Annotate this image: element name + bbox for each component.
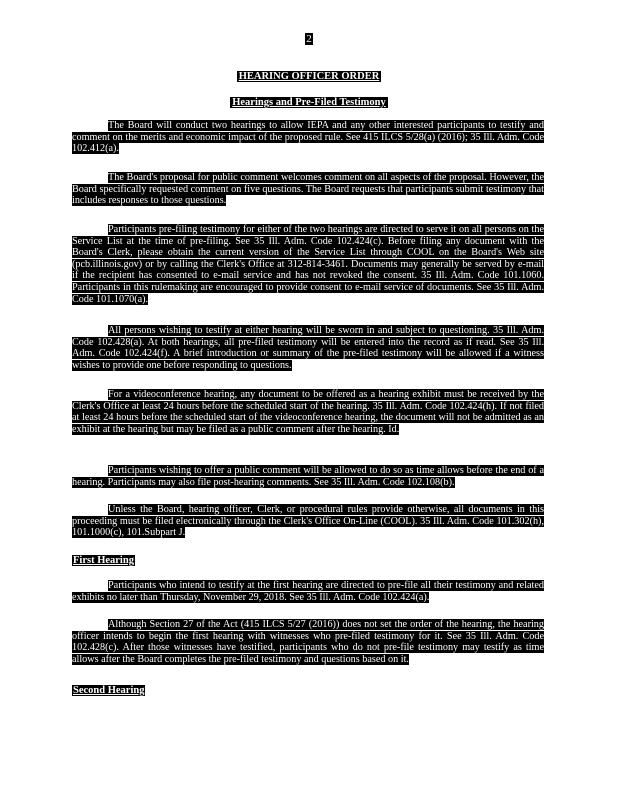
paragraph-first-hearing-prefile: Participants who intend to testify at the first hearing are directed to pre-file all their testimony and related exhibits no later than Thursday, November 29, 2018. See 35 Ill. Adm. Code 102.424(a).	[72, 580, 544, 603]
paragraph-electronic-filing: Unless the Board, hearing officer, Clerk, or procedural rules provide otherwise, all documents in this proceeding must be filed electronically through the Clerk's Office On-Line (COOL). 35 Ill. Adm. Code 101.302(h), 101.1000(c), 101.Subpart J.	[72, 504, 544, 539]
paragraph-videoconference-exhibits: For a videoconference hearing, any document to be offered as a hearing exhibit must be received by the Clerk's Office at least 24 hours before the scheduled start of the hearing. 35 Ill. Adm. Code 102.424(h). If not filed at least 24 hours before the scheduled start of the videoconference hearing, the document will not be admitted as an exhibit at the hearing but may be filed as a public comment after the hearing. Id.	[72, 389, 544, 435]
section-subtitle: Hearings and Pre-Filed Testimony	[232, 97, 386, 108]
paragraph-hearings-intro: The Board will conduct two hearings to allow IEPA and any other interested participants to testify and comment on the merits and economic impact of the proposed rule. See 415 ILCS 5/28(a) (2016); 35 Ill. Adm. Code 102.412(a).	[72, 120, 544, 155]
paragraph-service-list: Participants pre-filing testimony for either of the two hearings are directed to serve it on all persons on the Service List at the time of pre-filing. See 35 Ill. Adm. Code 102.424(c). Before filing any document with the Board's Clerk, please obtain the current version of the Service List through COOL on the Board's Web site (pcb.illinois.gov) or by calling the Clerk's Office at 312-814-3461. Documents may generally be served by e-mail if the recipient has consented to e-mail service and has not revoked the consent. 35 Ill. Adm. Code 101.1060. Participants in this rulemaking are encouraged to provide consent to e-mail service of documents. See 35 Ill. Adm. Code 101.1070(a).	[72, 224, 544, 305]
page-number: 2	[306, 33, 312, 45]
paragraph-first-hearing-order: Although Section 27 of the Act (415 ILCS 5/27 (2016)) does not set the order of the hearing, the hearing officer intends to begin the first hearing with witnesses who pre-filed testimony for it. See 35 Ill. Adm. Code 102.428(c). After those witnesses have testified, participants who do not pre-file testimony may testify as time allows after the Board completes the pre-filed testimony and questions based on it.	[72, 619, 544, 665]
paragraph-comment-questions: The Board's proposal for public comment welcomes comment on all aspects of the proposal. However, the Board specifically requested comment on five questions. The Board requests that participants submit testimony that includes responses to those questions.	[72, 172, 544, 207]
paragraph-testimony-sworn: All persons wishing to testify at either hearing will be sworn in and subject to questioning. 35 Ill. Adm. Code 102.428(a). At both hearings, all pre-filed testimony will be entered into the record as if read. See 35 Ill. Adm. Code 102.424(f). A brief introduction or summary of the pre-filed testimony will be allowed if a witness wishes to provide one before responding to questions.	[72, 325, 544, 371]
order-title: HEARING OFFICER ORDER	[238, 71, 380, 82]
paragraph-public-comment: Participants wishing to offer a public comment will be allowed to do so as time allows before the end of a hearing. Participants may also file post-hearing comments. See 35 Ill. Adm. Code 102.108(b).	[72, 465, 544, 488]
first-hearing-heading: First Hearing	[73, 555, 134, 566]
second-hearing-heading: Second Hearing	[73, 685, 145, 696]
